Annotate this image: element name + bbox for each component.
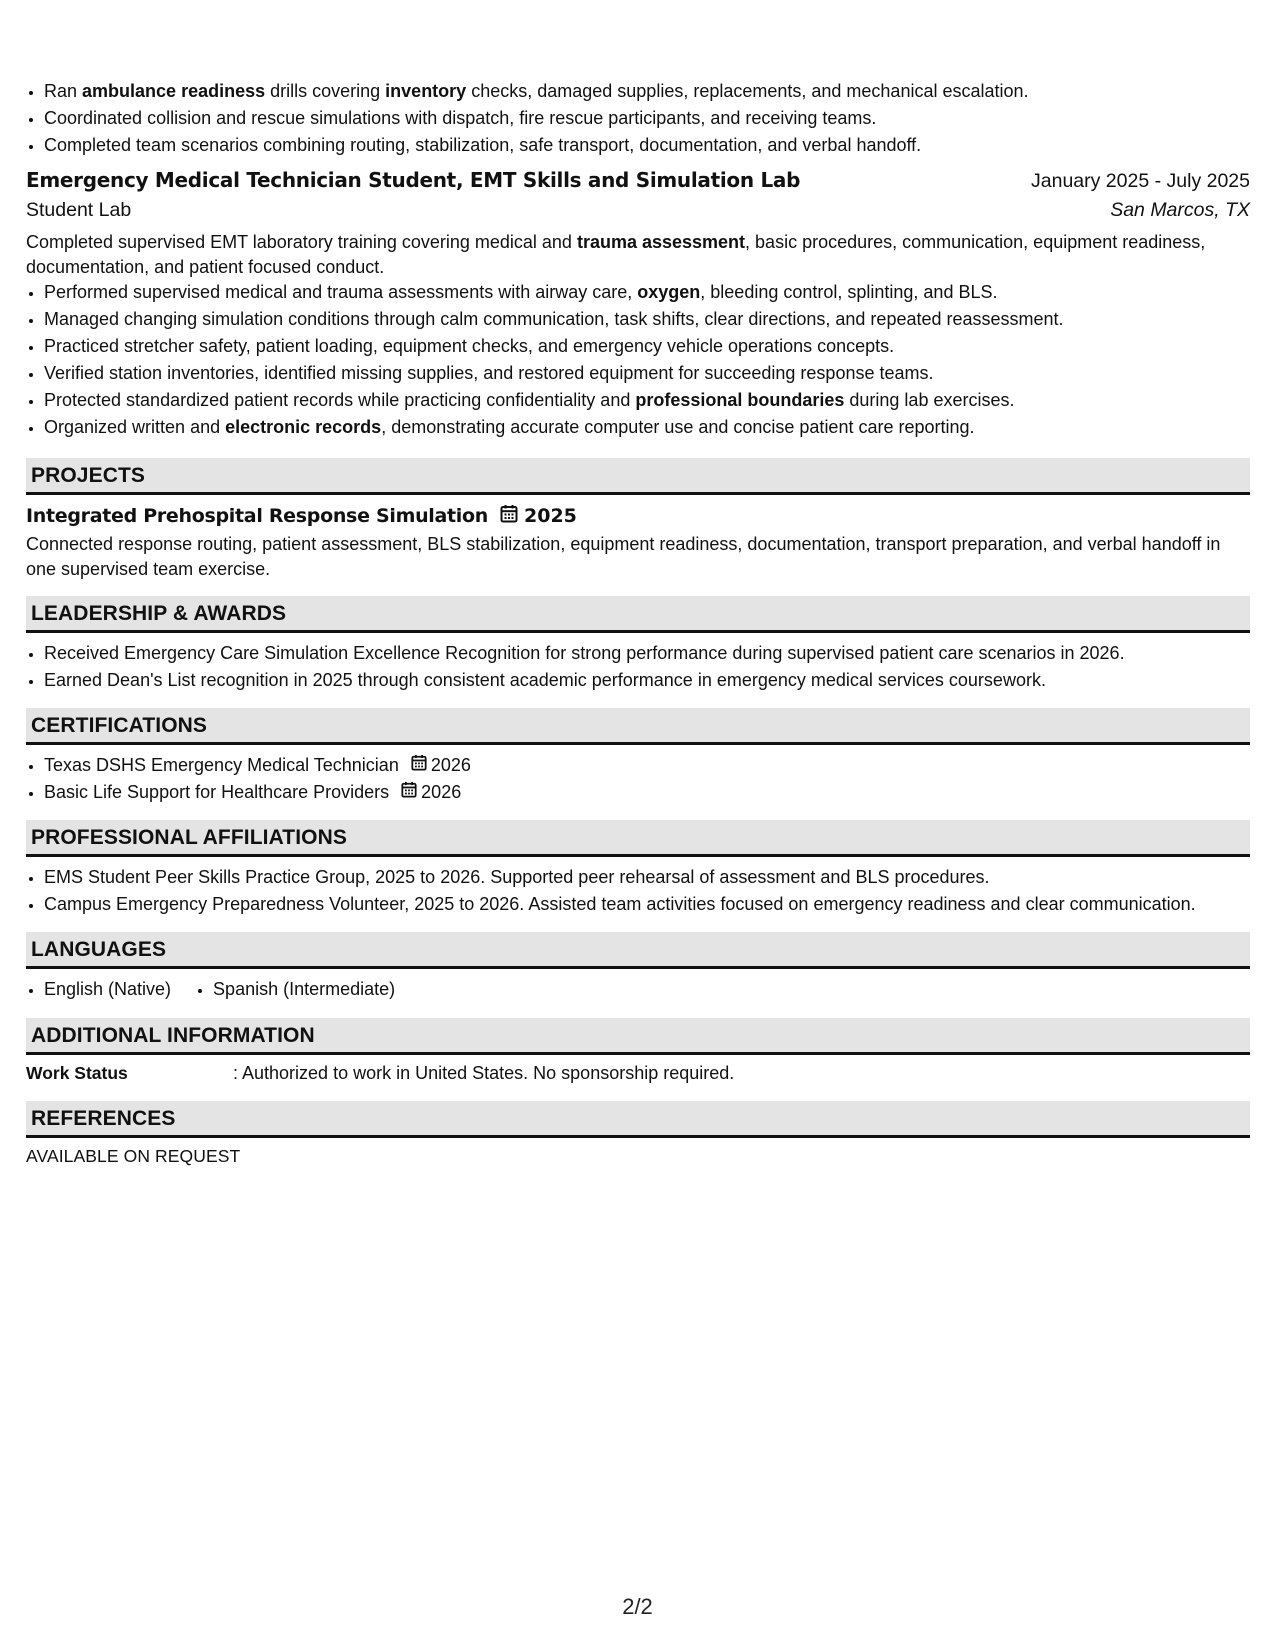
page-number: 2/2 [622, 1594, 653, 1619]
experience-continued-bullets [26, 78, 1250, 159]
certifications-list [26, 752, 1250, 806]
bullet-item: • Organized written and electronic records, demonstrating accurate computer use and concise patient care reporting. [44, 414, 1250, 441]
certification-name: • Texas DSHS Emergency Medical Technician [44, 755, 399, 775]
language-item: • English (Native) [44, 976, 171, 1003]
emphasis-text: inventory [385, 81, 467, 101]
bullet-item: • Verified station inventories, identified missing supplies, and restored equipment for succeeding response teams. [44, 360, 1250, 387]
role-location: San Marcos, TX [1110, 199, 1250, 221]
certification-year: 2026 [430, 755, 471, 775]
list-item: • Received Emergency Care Simulation Excellence Recognition for strong performance during supervised patient care scenarios in 2026. [44, 640, 1250, 667]
leadership-list [26, 640, 1250, 694]
certification-row [44, 752, 471, 779]
emphasis-text: electronic records [225, 417, 382, 437]
section-heading-projects: PROJECTS [26, 458, 1250, 495]
section-heading-leadership: LEADERSHIP & AWARDS [26, 596, 1250, 633]
role-header [26, 168, 1250, 193]
bullet-item: • Protected standardized patient records while practicing confidentiality and professional boundaries during lab exercises. [44, 387, 1250, 414]
role-organization: Student Lab [26, 199, 132, 221]
info-value: : Authorized to work in United States. No sponsorship required. [233, 1063, 735, 1083]
list-item: • Earned Dean's List recognition in 2025 through consistent academic performance in emergency medical services coursework. [44, 667, 1250, 694]
section-heading-affiliations: PROFESSIONAL AFFILIATIONS [26, 820, 1250, 857]
section-heading-references: REFERENCES [26, 1101, 1250, 1138]
bullet-item: • Practiced stretcher safety, patient loading, equipment checks, and emergency vehicle operations concepts. [44, 333, 1250, 360]
role-subheader [26, 199, 1250, 222]
emphasis-text: trauma assessment [576, 232, 746, 252]
calendar-icon [401, 779, 417, 806]
emphasis-text: ambulance readiness [82, 81, 266, 101]
list-item: • EMS Student Peer Skills Practice Group, 2025 to 2026. Supported peer rehearsal of assessment and BLS procedures. [44, 864, 1250, 891]
bullet-item: • Completed team scenarios combining routing, stabilization, safe transport, documentation, and verbal handoff. [44, 132, 1250, 159]
calendar-icon [411, 752, 427, 779]
info-label: Work Status [26, 1063, 128, 1083]
bullet-item: • Managed changing simulation conditions through calm communication, task shifts, clear directions, and repeated reassessment. [44, 306, 1250, 333]
role-summary: Completed supervised EMT laboratory training covering medical and trauma assessment, basic procedures, communication, equipment readiness, documentation, and patient focused conduct. [26, 232, 1206, 277]
list-item: • Campus Emergency Preparedness Volunteer, 2025 to 2026. Assisted team activities focused on emergency readiness and clear communication. [44, 891, 1250, 918]
section-heading-additional-info: ADDITIONAL INFORMATION [26, 1018, 1250, 1055]
resume-content [26, 78, 1250, 1167]
info-row [26, 1060, 1250, 1086]
references-text: AVAILABLE ON REQUEST [26, 1146, 241, 1166]
emt-role-entry [26, 168, 1250, 441]
bullet-item: • Ran ambulance readiness drills covering inventory checks, damaged supplies, replacements, and mechanical escalation. [44, 78, 1250, 105]
project-description: Connected response routing, patient assessment, BLS stabilization, equipment readiness, documentation, transport preparation, and verbal handoff in one supervised team exercise. [26, 534, 1221, 579]
role-dates: January 2025 - July 2025 [1031, 170, 1250, 192]
bullet-item: • Performed supervised medical and trauma assessments with airway care, oxygen, bleeding control, splinting, and BLS. [44, 279, 1250, 306]
project-header [26, 504, 1250, 528]
project-title: Integrated Prehospital Response Simulation [26, 505, 489, 527]
section-heading-languages: LANGUAGES [26, 932, 1250, 969]
certification-year: 2026 [421, 782, 462, 802]
calendar-icon [500, 504, 518, 528]
role-bullets [26, 279, 1250, 441]
affiliations-list [26, 864, 1250, 918]
certification-name: • Basic Life Support for Healthcare Providers [44, 782, 390, 802]
emphasis-text: professional boundaries [635, 390, 845, 410]
project-year: 2025 [524, 505, 577, 527]
role-title: Emergency Medical Technician Student, EMT Skills and Simulation Lab [26, 168, 801, 192]
languages-list [26, 976, 1250, 1003]
emphasis-text: oxygen [637, 282, 701, 302]
language-item: • Spanish (Intermediate) [213, 976, 395, 1003]
project-entry [26, 504, 1250, 581]
list-item [44, 752, 1250, 779]
bullet-item: • Coordinated collision and rescue simulations with dispatch, fire rescue participants, and receiving teams. [44, 105, 1250, 132]
section-heading-certifications: CERTIFICATIONS [26, 708, 1250, 745]
certification-row [44, 779, 461, 806]
list-item [44, 779, 1250, 806]
